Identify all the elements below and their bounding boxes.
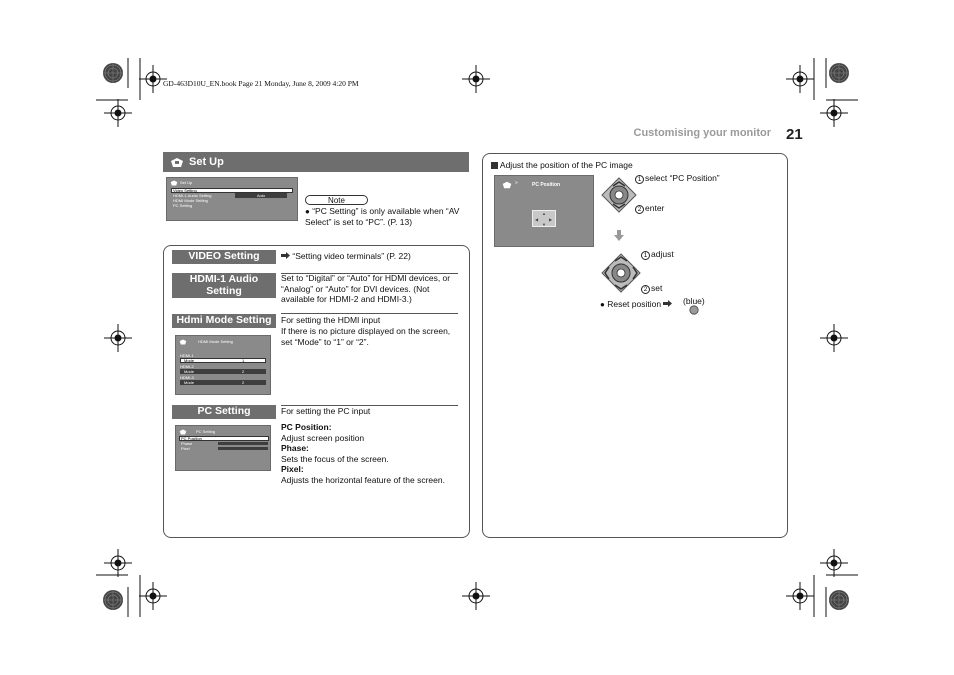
step-number: 1 xyxy=(635,175,644,184)
note-body: “PC Setting” is only available when “AV Select” is set to “PC”. (P. 13) xyxy=(305,206,460,227)
tv-setup-icon xyxy=(170,157,184,168)
reset-position xyxy=(600,299,672,309)
registration-mark xyxy=(104,324,132,352)
step-text: adjust xyxy=(651,249,674,259)
hdmi-mode-desc-1: For setting the HDMI input xyxy=(281,315,381,325)
note-label: Note xyxy=(328,195,345,205)
mode-label: Mode xyxy=(184,358,195,363)
divider xyxy=(281,313,458,314)
position-preview xyxy=(532,210,556,227)
mode-label: Mode xyxy=(184,380,195,385)
video-setting-desc xyxy=(281,251,461,262)
pc-term: Pixel: xyxy=(281,464,304,474)
video-setting-ref: “Setting video terminals” (P. 22) xyxy=(292,251,411,261)
tv-setup-icon xyxy=(502,181,512,189)
pc-def: Sets the focus of the screen. xyxy=(281,453,389,464)
hdmi-group: HDMI-1 xyxy=(180,353,194,358)
slider-track xyxy=(218,447,268,450)
step-number: 1 xyxy=(641,251,650,260)
arrow-down-icon xyxy=(614,230,624,241)
pc-setting-screen xyxy=(175,425,271,471)
square-bullet-icon xyxy=(491,162,498,169)
tv-setup-icon xyxy=(179,429,187,435)
reset-text: Reset position xyxy=(607,299,662,309)
note-badge xyxy=(305,195,368,205)
setup-banner-label: Set Up xyxy=(189,156,224,168)
registration-mark xyxy=(820,324,848,352)
arrow-right-icon xyxy=(663,300,672,307)
page-number: 21 xyxy=(786,126,803,143)
slider-track xyxy=(218,442,268,445)
hdmi-group: HDMI-3 xyxy=(180,375,194,380)
arrows-icon: » xyxy=(515,180,518,186)
step-number: 2 xyxy=(635,205,644,214)
hdmi-mode-desc-2: If there is no picture displayed on the screen, set “Mode” to “1” or “2”. xyxy=(281,326,451,347)
registration-mark xyxy=(104,99,132,127)
registration-mark xyxy=(829,63,849,83)
arrow-left-icon: ◀ xyxy=(535,217,539,222)
arrow-right-icon xyxy=(281,252,290,259)
mode-value: 2 xyxy=(242,380,245,385)
step-set xyxy=(641,283,662,294)
mode-value: 2 xyxy=(242,369,245,374)
tv-setup-icon xyxy=(170,180,178,186)
hdmi-group: HDMI-2 xyxy=(180,364,194,369)
pc-row: Pixel xyxy=(181,446,190,451)
remote-dpad-icon xyxy=(601,253,641,293)
mode-value: 1 xyxy=(242,358,245,363)
step-text: select “PC Position” xyxy=(645,173,720,183)
pc-def: Adjusts the horizontal feature of the screen. xyxy=(281,474,445,485)
mode-label: Mode xyxy=(184,369,195,374)
hdmi1-audio-desc: Set to “Digital” or “Auto” for HDMI devices, or “Analog” or “Auto” for DVI devices. (Not available for HDMI-2 and HDMI-3.) xyxy=(281,273,451,304)
pc-term: Phase: xyxy=(281,443,309,453)
registration-mark xyxy=(462,65,490,93)
registration-mark xyxy=(103,590,123,610)
screen-title: HDMI Mode Setting xyxy=(198,339,233,344)
pc-setting-desc: For setting the PC input xyxy=(281,406,371,416)
pc-def: Adjust screen position xyxy=(281,432,365,443)
blue-label: (blue) xyxy=(683,296,705,306)
menu-item: HDMI-1 Audio Setting xyxy=(173,193,212,198)
heading-text: Adjust the position of the PC image xyxy=(499,160,633,170)
step-number: 2 xyxy=(641,285,650,294)
registration-mark xyxy=(829,590,849,610)
registration-mark xyxy=(820,549,848,577)
step-adjust xyxy=(641,249,674,260)
bullet-icon: ● xyxy=(305,207,310,216)
menu-item: Video Setting xyxy=(173,188,197,193)
registration-mark xyxy=(820,99,848,127)
pc-position-heading xyxy=(491,160,633,170)
file-info: GD-463D10U_EN.book Page 21 Monday, June 8, 2009 4:20 PM xyxy=(163,79,359,88)
blue-button-icon xyxy=(689,305,699,315)
pc-term: PC Position: xyxy=(281,422,332,432)
bullet-icon: ● xyxy=(600,300,605,309)
menu-item: PC Setting xyxy=(173,203,193,208)
screen-title: PC Position xyxy=(532,182,561,188)
step-select xyxy=(635,173,720,184)
label-pc-setting: PC Setting xyxy=(172,405,276,419)
arrow-right-icon: ▶ xyxy=(549,217,553,222)
note-text xyxy=(305,206,465,227)
step-enter xyxy=(635,203,664,214)
screen-title: PC Setting xyxy=(196,429,216,434)
label-video-setting: VIDEO Setting xyxy=(172,250,276,264)
registration-mark xyxy=(786,582,814,610)
menu-item: HDMI Mode Setting xyxy=(173,198,208,203)
pc-position-screen xyxy=(494,175,594,247)
label-hdmi1-audio: HDMI-1 Audio Setting xyxy=(172,273,276,298)
step-text: set xyxy=(651,283,663,293)
remote-dpad-icon xyxy=(601,177,637,213)
setup-banner xyxy=(163,152,469,172)
section-title: Customising your monitor xyxy=(633,127,771,139)
menu-value: Auto xyxy=(257,193,266,198)
registration-mark xyxy=(139,582,167,610)
hdmi-mode-screen xyxy=(175,335,271,395)
label-hdmi-mode: Hdmi Mode Setting xyxy=(172,314,276,328)
pc-details xyxy=(281,422,461,485)
screen-title: Set Up xyxy=(180,180,193,185)
registration-mark xyxy=(462,582,490,610)
registration-mark xyxy=(104,549,132,577)
setup-menu-screen xyxy=(166,177,298,221)
registration-mark xyxy=(103,63,123,83)
arrow-down-icon: ▼ xyxy=(542,222,546,227)
arrow-up-icon: ▲ xyxy=(542,211,546,216)
pc-row: Phase xyxy=(181,441,193,446)
registration-mark xyxy=(786,65,814,93)
pc-row: PC Position xyxy=(181,436,202,441)
step-text: enter xyxy=(645,203,665,213)
tv-setup-icon xyxy=(179,339,187,345)
